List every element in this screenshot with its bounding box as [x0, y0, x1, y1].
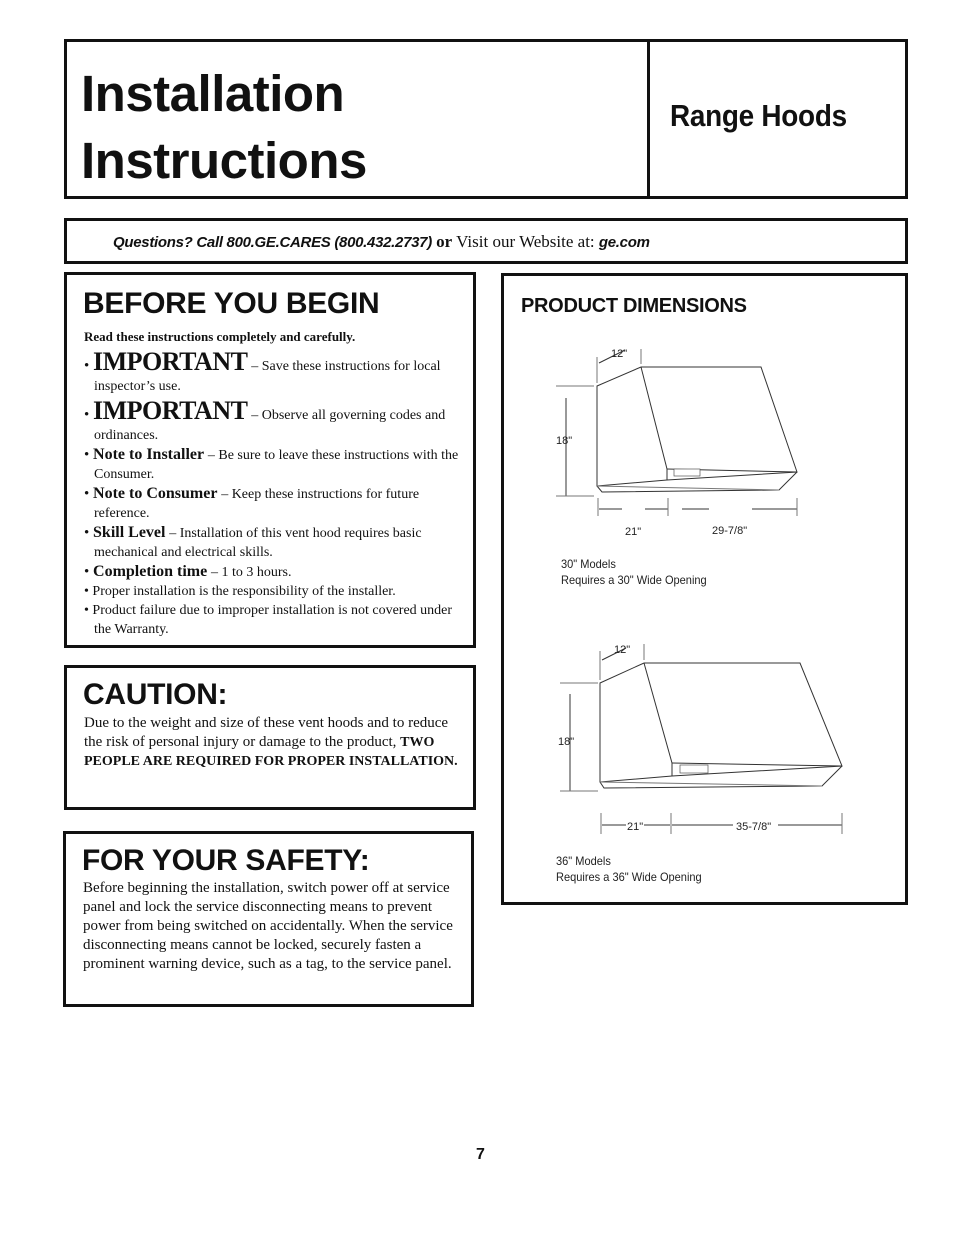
- title-line-1: Installation: [81, 65, 345, 122]
- hood-36-drawing: [560, 644, 842, 834]
- contact-line: [113, 232, 650, 252]
- range-hood-diagrams: [504, 276, 905, 902]
- dim-30-height: 18": [556, 435, 573, 447]
- product-subject: Range Hoods: [670, 98, 847, 133]
- list-item: • Completion time – 1 to 3 hours.: [84, 563, 292, 580]
- list-item: • Note to Installer – Be sure to leave these instructions with the Consumer.: [84, 446, 459, 482]
- or-text: or: [436, 232, 453, 251]
- caption-30-line2: Requires a 30" Wide Opening: [561, 573, 707, 587]
- product-dimensions-box: [501, 273, 908, 905]
- caution-emphasis: TWO PEOPLE ARE REQUIRED FOR PROPER INSTALLATION.: [84, 735, 458, 769]
- list-item: • Skill Level – Installation of this vent hood requires basic mechanical and electrical skills.: [84, 524, 422, 560]
- header-divider: [647, 42, 650, 196]
- caution-box: [64, 665, 476, 810]
- page-number: 7: [476, 1146, 485, 1163]
- phone-text: Questions? Call 800.GE.CARES (800.432.2737): [113, 234, 432, 251]
- before-content: [84, 327, 463, 639]
- caption-36: [556, 853, 702, 885]
- list-item: • Product failure due to improper installation is not covered under the Warranty.: [84, 603, 453, 637]
- header-box: [64, 39, 908, 199]
- caution-content: [84, 714, 463, 771]
- caption-36-line1: 36" Models: [556, 854, 611, 868]
- dim-36-depth-bottom: 21": [627, 821, 644, 833]
- before-you-begin-box: [64, 272, 476, 648]
- hood-30-control-panel: [674, 469, 700, 476]
- visit-text: Visit our Website at:: [456, 232, 595, 251]
- caution-heading: CAUTION:: [83, 678, 228, 711]
- safety-box: [63, 831, 474, 1007]
- caption-30-line1: 30" Models: [561, 557, 616, 571]
- caption-30: [561, 556, 707, 588]
- hood-36-control-panel: [680, 765, 708, 773]
- safety-text: Before beginning the installation, switch power off at service panel and lock the service disconnecting means to prevent power from being switched on accidentally. When the service disconnecting means cannot be locked, securely fasten a prominent warning device, such as a tag, to the service panel.: [83, 880, 453, 972]
- hood-30-drawing: [556, 349, 797, 516]
- dim-36-depth-top: 12": [614, 644, 631, 656]
- before-lead: Read these instructions completely and carefully.: [84, 329, 356, 344]
- dim-30-width: 29-7/8": [712, 525, 748, 537]
- dim-36-height: 18": [558, 736, 575, 748]
- list-item: • Note to Consumer – Keep these instructions for future reference.: [84, 485, 420, 521]
- list-item: • IMPORTANT – Observe all governing codes and ordinances.: [84, 396, 446, 443]
- dimensions-heading: PRODUCT DIMENSIONS: [521, 295, 747, 317]
- dim-30-depth-bottom: 21": [625, 526, 642, 538]
- safety-heading: FOR YOUR SAFETY:: [82, 844, 370, 877]
- caption-36-line2: Requires a 36" Wide Opening: [556, 870, 702, 884]
- caution-text: Due to the weight and size of these vent hoods and to reduce the risk of personal injury or damage to the product,: [84, 715, 449, 750]
- before-heading: BEFORE YOU BEGIN: [83, 287, 380, 320]
- dim-30-depth-top: 12": [611, 348, 628, 360]
- questions-bar: [64, 218, 908, 264]
- website-link[interactable]: ge.com: [598, 234, 650, 251]
- dim-36-width: 35-7/8": [736, 821, 772, 833]
- list-item: • Proper installation is the responsibility of the installer.: [84, 584, 396, 599]
- title-line-2: Instructions: [81, 132, 367, 189]
- list-item: • IMPORTANT – Save these instructions for local inspector’s use.: [84, 347, 441, 394]
- document-title: [81, 60, 367, 194]
